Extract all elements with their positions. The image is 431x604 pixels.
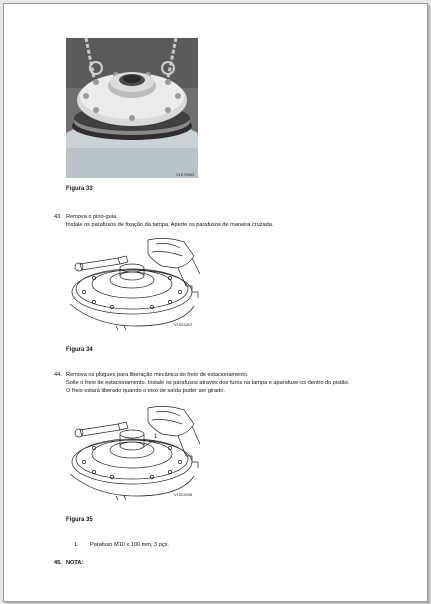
parts-list-number: 1.: [74, 542, 79, 548]
step-number: 45.: [54, 560, 62, 566]
figure-34-drawing: [66, 234, 201, 334]
figure-33-code: V1075503: [176, 172, 195, 177]
step-text-line: O freio estará liberado quando o eixo de saída puder ser girado.: [66, 388, 225, 394]
step-text-line: Remova o pino-guia.: [66, 214, 118, 220]
figure-35-callout: 1: [154, 434, 158, 440]
step-45: [54, 559, 254, 567]
figure-35-code: V1003208: [174, 492, 193, 497]
parts-list-item: [74, 541, 374, 549]
figure-35-drawing: [66, 404, 201, 504]
step-number: 44.: [54, 372, 62, 378]
step-text-line: Solte o freio de estacionamento. Instale os parafusos através dos furos na tampa e aparafuse-os dentro do pistão.: [66, 380, 350, 386]
document-page: [3, 3, 428, 602]
step-text-line: Remova os plugues para liberação mecânica do freio de estacionamento.: [66, 372, 249, 378]
step-43: [54, 213, 424, 229]
figure-33-photo: [66, 38, 198, 178]
figure-35-label: Figura 35: [66, 517, 93, 523]
step-text-line: Instale os parafusos de fixação da tampa. Aperte os parafusos de maneira cruzada.: [66, 222, 274, 228]
parts-list-text: Parafuso M10 x 100 mm, 3 pçs.: [90, 542, 169, 548]
figure-33-label: Figura 33: [66, 186, 93, 192]
figure-34-code: V1003207: [174, 322, 193, 327]
note-label: NOTA:: [66, 560, 84, 566]
step-number: 43.: [54, 214, 62, 220]
figure-34-label: Figura 34: [66, 347, 93, 353]
step-44: [54, 371, 424, 397]
